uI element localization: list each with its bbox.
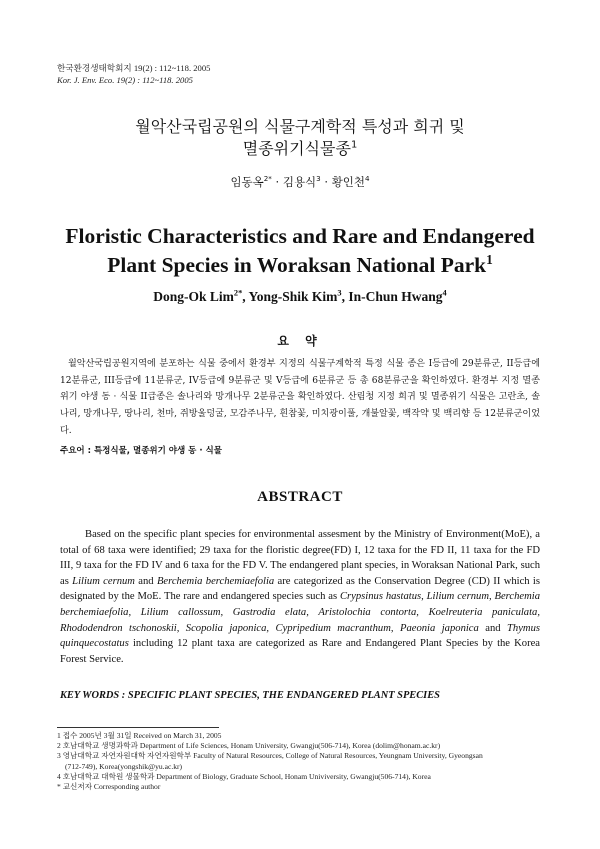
- korean-keywords: 주요어 : 특정식물, 멸종위기 야생 동 · 식물: [60, 446, 222, 456]
- species-name: Lilium cernum: [72, 575, 135, 587]
- author-en-3-mark: 4: [442, 288, 447, 298]
- author-kr-3: 황인천: [331, 175, 366, 189]
- journal-citation-en: Kor. J. Env. Eco. 19(2) : 112~118. 2005: [57, 74, 193, 85]
- korean-title-line1: 월악산국립공원의 식물구계학적 특성과 희귀 및: [135, 117, 465, 136]
- abstract-heading: ABSTRACT: [257, 489, 343, 505]
- english-title-line2: [30, 251, 570, 280]
- journal-citation-kr: 한국환경생태학회지 19(2) : 112~118. 2005: [57, 63, 211, 73]
- author-en-3: In-Chun Hwang: [348, 289, 443, 304]
- species-name: Berchemia berchemiaefolia: [156, 575, 275, 587]
- author-en-2-mark: 3: [337, 288, 342, 298]
- author-separator: ·: [320, 175, 332, 189]
- footnote-3: 3 영남대학교 자연자원대학 자연자원학부 Faculty of Natural Resources, College of Natural Resources, Yeungnam University, Gyeongsan: [57, 751, 483, 761]
- author-en-2: Yong-Shik Kim: [248, 289, 338, 304]
- abstract-conjunction: and: [478, 622, 508, 634]
- korean-summary: [60, 356, 540, 440]
- english-title-line1: Floristic Characteristics and Rare and Endangered: [65, 224, 535, 248]
- author-en-1: Dong-Ok Lim: [153, 289, 234, 304]
- species-name: Thymus quinquecostatus: [60, 622, 540, 650]
- korean-title-line2-text: 멸종위기식물종: [242, 139, 351, 158]
- korean-title-line2: [40, 138, 560, 160]
- author-kr-2-mark: 3: [316, 174, 321, 184]
- footnotes: [57, 731, 547, 792]
- english-title-line2-text: Plant Species in Woraksan National Park: [107, 253, 487, 277]
- footnote-4: 4 호남대학교 대학원 생물학과 Department of Biology, Graduate School, Honam Univiversity, Gwangju(506-714), Korea: [57, 771, 431, 781]
- journal-citation: [57, 63, 210, 86]
- author-kr-2: 김용식: [282, 175, 317, 189]
- english-title: [30, 222, 570, 280]
- abstract-body: [60, 527, 540, 667]
- footnote-corresponding: * 교신저자 Corresponding author: [57, 782, 161, 792]
- abstract-text-3: including 12 plant taxa are categorized as Rare and Endangered Plant Species by the Korea Forest Service.: [60, 638, 540, 665]
- abstract-conjunction: and: [134, 575, 157, 587]
- footnote-1: 1 접수 2005년 3월 31일 Received on March 31, 2005: [57, 731, 222, 740]
- footnote-2: 2 호남대학교 생명과학과 Department of Life Sciences, Honam University, Gwangju(506-714), Korea (dolim@honam.ac.kr): [57, 741, 441, 751]
- author-en-1-mark: 2*: [233, 288, 243, 298]
- author-separator: ·: [271, 175, 283, 189]
- footnote-divider: [57, 727, 219, 728]
- author-kr-1: 임동옥: [230, 175, 264, 189]
- abstract-text-2: are categorized as the Conservation Degree (CD) II which is designated by the MoE. The rare and endangered species such as: [60, 575, 540, 603]
- english-keywords: KEY WORDS : SPECIFIC PLANT SPECIES, THE ENDANGERED PLANT SPECIES: [60, 690, 440, 701]
- abstract-paragraph: [60, 527, 540, 667]
- korean-summary-text: 월악산국립공원지역에 분포하는 식물 중에서 환경부 지정의 식물구계학적 특정 식물 종은 I등급에 29분류군, II등급에 12분류군, III등급에 11분류군, IV등급에 9분류군 및 V등급에 6분류군 등 총 68분류군을 확인하였다. 환경부 지정 멸종위기 야생 동 · 식물 II급종은 솔나리와 망개나무 2분류군을 확인하였다. 산림청 지정 희귀 및 멸종위기 식물은 고란초, 솔나리, 망개나무, 땅나리, 천마, 쥐방울덩굴, 모감주나무, 흰참꽃, 미치광이풀, 개불알꽃, 백작약 및 백리향 등 12분류군이었다.: [60, 359, 540, 436]
- korean-authors: [40, 174, 560, 190]
- korean-title: [40, 116, 560, 160]
- species-list: Crypsinus hastatus, Lilium cernum, Berchemia berchemiaefolia, Lilium callossum, Gastrodia elata, Aristolochia contorta, Koelreuteria paniculata, Rhododendron tschonoskii, Scopolia japonica, Cypripedium macranthum, Paeonia japonica: [60, 591, 540, 634]
- footnote-3-continued: (712-749), Korea(yongshik@yu.ac.kr): [65, 761, 183, 771]
- abstract-text-1: Based on the specific plant species for environmental assesment by the Ministry of Environment(MoE), a total of 68 taxa were identified; 29 taxa for the floristic degree(FD) I, 12 taxa for the FD II, 11 taxa for the FD III, 9 taxa for the FD IV and 6 taxa for the FD V. The endangered plant species, in Woraksan National Park, such as: [60, 529, 540, 587]
- english-authors: Dong-Ok Lim$^{2*}$, Yong-Shik Kim$^3$, In-Chun Hwang$^4$: [153, 288, 447, 304]
- author-kr-1-mark: 2*: [263, 174, 272, 184]
- title-footnote-mark: 1: [486, 251, 493, 267]
- author-kr-3-mark: 4: [365, 174, 370, 184]
- summary-heading: 요 약: [277, 334, 323, 348]
- title-footnote-mark: 1: [350, 139, 358, 151]
